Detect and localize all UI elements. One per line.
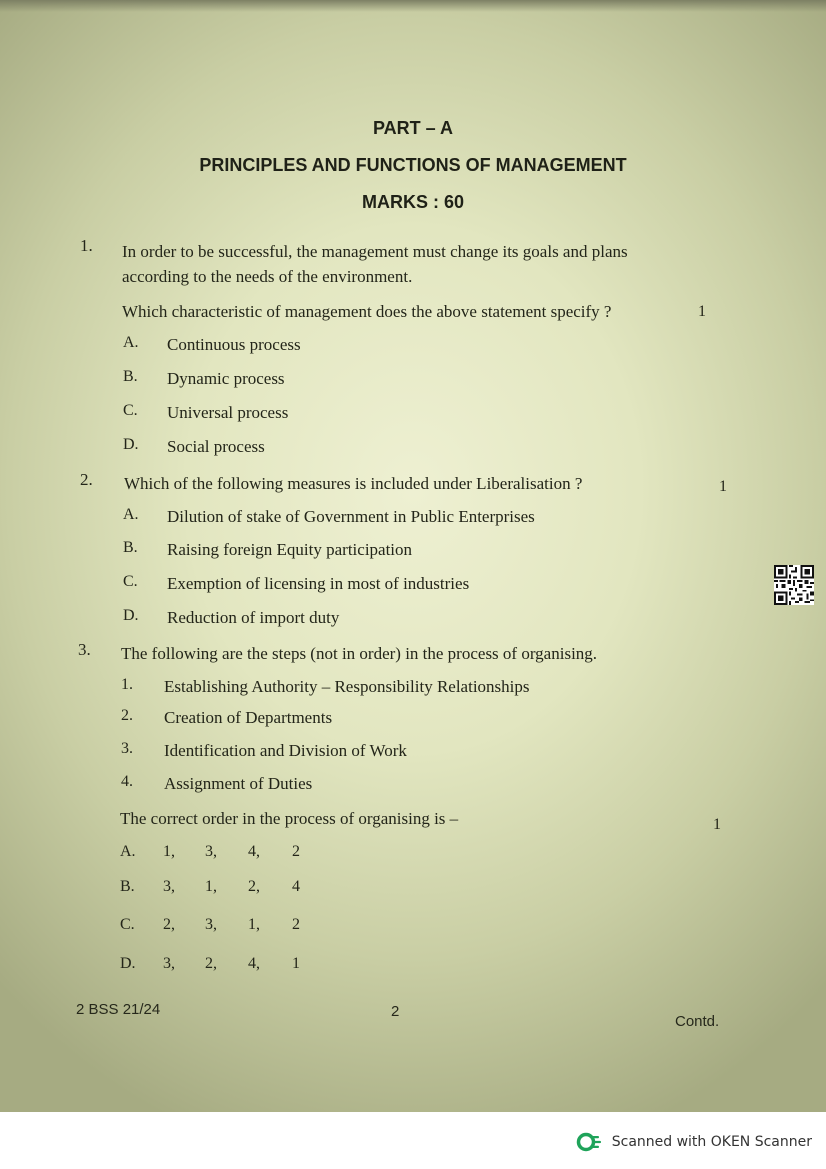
- option-text: Dynamic process: [167, 369, 285, 388]
- option-label: A.: [120, 843, 136, 860]
- scanner-watermark: [576, 1131, 812, 1153]
- option-value: 1,: [163, 843, 175, 860]
- option-value: 3,: [163, 878, 175, 895]
- option-label: A.: [123, 506, 139, 523]
- option-label: D.: [123, 607, 139, 624]
- question-prompt: Which characteristic of management does the above statement specify ?: [122, 302, 612, 321]
- question-text-line: The following are the steps (not in order) in the process of organising.: [121, 644, 598, 663]
- option-label: B.: [123, 539, 138, 556]
- option-value: 2: [292, 843, 300, 860]
- option-label: C.: [123, 573, 138, 590]
- option-value: 3,: [205, 916, 217, 933]
- option-text: Universal process: [167, 403, 289, 422]
- question-number: 1.: [80, 236, 93, 255]
- option-label: B.: [120, 878, 135, 895]
- option-label: C.: [123, 402, 138, 419]
- option-value: 2,: [163, 916, 175, 933]
- option-label: D.: [120, 955, 136, 972]
- question-text-line: In order to be successful, the management must change its goals and plans: [122, 242, 628, 261]
- watermark-text: Scanned with OKEN Scanner: [611, 1134, 812, 1150]
- option-value: 4: [292, 878, 300, 895]
- option-value: 2: [292, 916, 300, 933]
- question-number: 2.: [80, 470, 93, 489]
- option-value: 1,: [248, 916, 260, 933]
- question-prompt: The correct order in the process of organising is –: [120, 809, 459, 828]
- step-text: Creation of Departments: [164, 708, 333, 727]
- option-value: 3,: [163, 955, 175, 972]
- option-value: 2,: [248, 878, 260, 895]
- oken-scanner-logo-icon: [576, 1132, 604, 1152]
- subject-heading: PRINCIPLES AND FUNCTIONS OF MANAGEMENT: [199, 155, 627, 175]
- question-text-line: Which of the following measures is included under Liberalisation ?: [124, 474, 583, 493]
- question-marks: 1: [698, 303, 706, 320]
- option-value: 4,: [248, 955, 260, 972]
- qr-code-icon: [774, 565, 814, 605]
- option-label: A.: [123, 334, 139, 351]
- step-label: 3.: [121, 740, 133, 757]
- option-text: Reduction of import duty: [167, 608, 340, 627]
- page-number: 2: [391, 1003, 400, 1020]
- step-label: 1.: [121, 676, 133, 693]
- marks-heading: MARKS : 60: [361, 192, 464, 212]
- option-text: Dilution of stake of Government in Public Enterprises: [167, 507, 535, 526]
- option-value: 1,: [205, 878, 217, 895]
- option-text: Raising foreign Equity participation: [167, 540, 413, 559]
- part-heading: PART – A: [372, 118, 453, 138]
- step-label: 4.: [121, 773, 133, 790]
- continued-label: Contd.: [675, 1013, 720, 1030]
- option-text: Social process: [167, 437, 265, 456]
- question-number: 3.: [78, 640, 91, 659]
- question-marks: 1: [713, 816, 721, 833]
- paper-code: 2 BSS 21/24: [76, 1001, 161, 1018]
- option-value: 1: [292, 955, 300, 972]
- option-label: D.: [123, 436, 139, 453]
- option-value: 2,: [205, 955, 217, 972]
- step-text: Establishing Authority – Responsibility Relationships: [164, 677, 530, 696]
- step-label: 2.: [121, 707, 133, 724]
- option-value: 4,: [248, 843, 260, 860]
- question-text-line: according to the needs of the environment.: [122, 267, 413, 286]
- step-text: Assignment of Duties: [164, 774, 313, 793]
- option-text: Exemption of licensing in most of industries: [167, 574, 470, 593]
- option-label: B.: [123, 368, 138, 385]
- option-label: C.: [120, 916, 135, 933]
- option-value: 3,: [205, 843, 217, 860]
- option-text: Continuous process: [167, 335, 301, 354]
- question-marks: 1: [719, 478, 727, 495]
- step-text: Identification and Division of Work: [164, 741, 407, 760]
